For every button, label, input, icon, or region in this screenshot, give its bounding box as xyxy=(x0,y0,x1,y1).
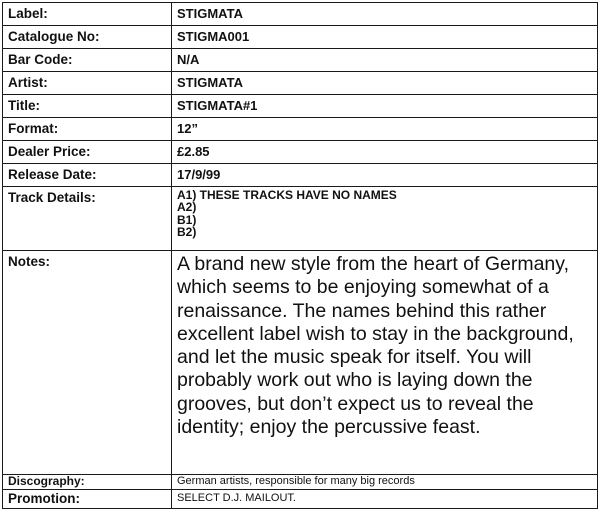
label-field-value: STIGMATA xyxy=(172,3,598,26)
format-field-label: Format: xyxy=(3,118,172,141)
title-field-value: STIGMATA#1 xyxy=(172,95,598,118)
release-date-field-value: 17/9/99 xyxy=(172,164,598,187)
promotion-value: SELECT D.J. MAILOUT. xyxy=(172,490,598,509)
track-details-label: Track Details: xyxy=(3,187,172,251)
track-item: B1) xyxy=(177,212,197,227)
catalogue-field-label: Catalogue No: xyxy=(3,26,172,49)
barcode-row xyxy=(3,49,598,72)
release-date-row xyxy=(3,164,598,187)
format-row xyxy=(3,118,598,141)
dealer-price-field-label: Dealer Price: xyxy=(3,141,172,164)
format-field-value: 12” xyxy=(172,118,598,141)
label-row xyxy=(3,3,598,26)
track-list xyxy=(172,187,598,251)
artist-field-value: STIGMATA xyxy=(172,72,598,95)
release-date-field-label: Release Date: xyxy=(3,164,172,187)
label-field-label: Label: xyxy=(3,3,172,26)
track-item: B2) xyxy=(177,225,197,240)
track-item: A1) THESE TRACKS HAVE NO NAMES xyxy=(177,188,397,202)
catalogue-row xyxy=(3,26,598,49)
title-field-label: Title: xyxy=(3,95,172,118)
promotion-label: Promotion: xyxy=(3,490,172,509)
artist-field-label: Artist: xyxy=(3,72,172,95)
discography-value: German artists, responsible for many big records xyxy=(172,475,598,490)
barcode-field-value: N/A xyxy=(172,49,598,72)
barcode-field-label: Bar Code: xyxy=(3,49,172,72)
artist-row xyxy=(3,72,598,95)
notes-label: Notes: xyxy=(3,251,172,475)
notes-text: A brand new style from the heart of Germany, which seems to be enjoying somewhat of a renaissance. The names behind this rather excellent label wish to stay in the background, and let the music speak for itself. You will probably work out who is laying down the grooves, but don’t expect us to reveal the identity; enjoy the percussive feast. xyxy=(172,251,598,475)
dealer-price-field-value: £2.85 xyxy=(172,141,598,164)
dealer-price-row xyxy=(3,141,598,164)
discography-row xyxy=(3,475,598,490)
title-row xyxy=(3,95,598,118)
promotion-row xyxy=(3,490,598,509)
track-item: A2) xyxy=(177,200,197,215)
track-details-row xyxy=(3,187,598,251)
release-info-sheet xyxy=(2,2,598,509)
notes-row xyxy=(3,251,598,475)
catalogue-field-value: STIGMA001 xyxy=(172,26,598,49)
discography-label: Discography: xyxy=(3,475,172,490)
